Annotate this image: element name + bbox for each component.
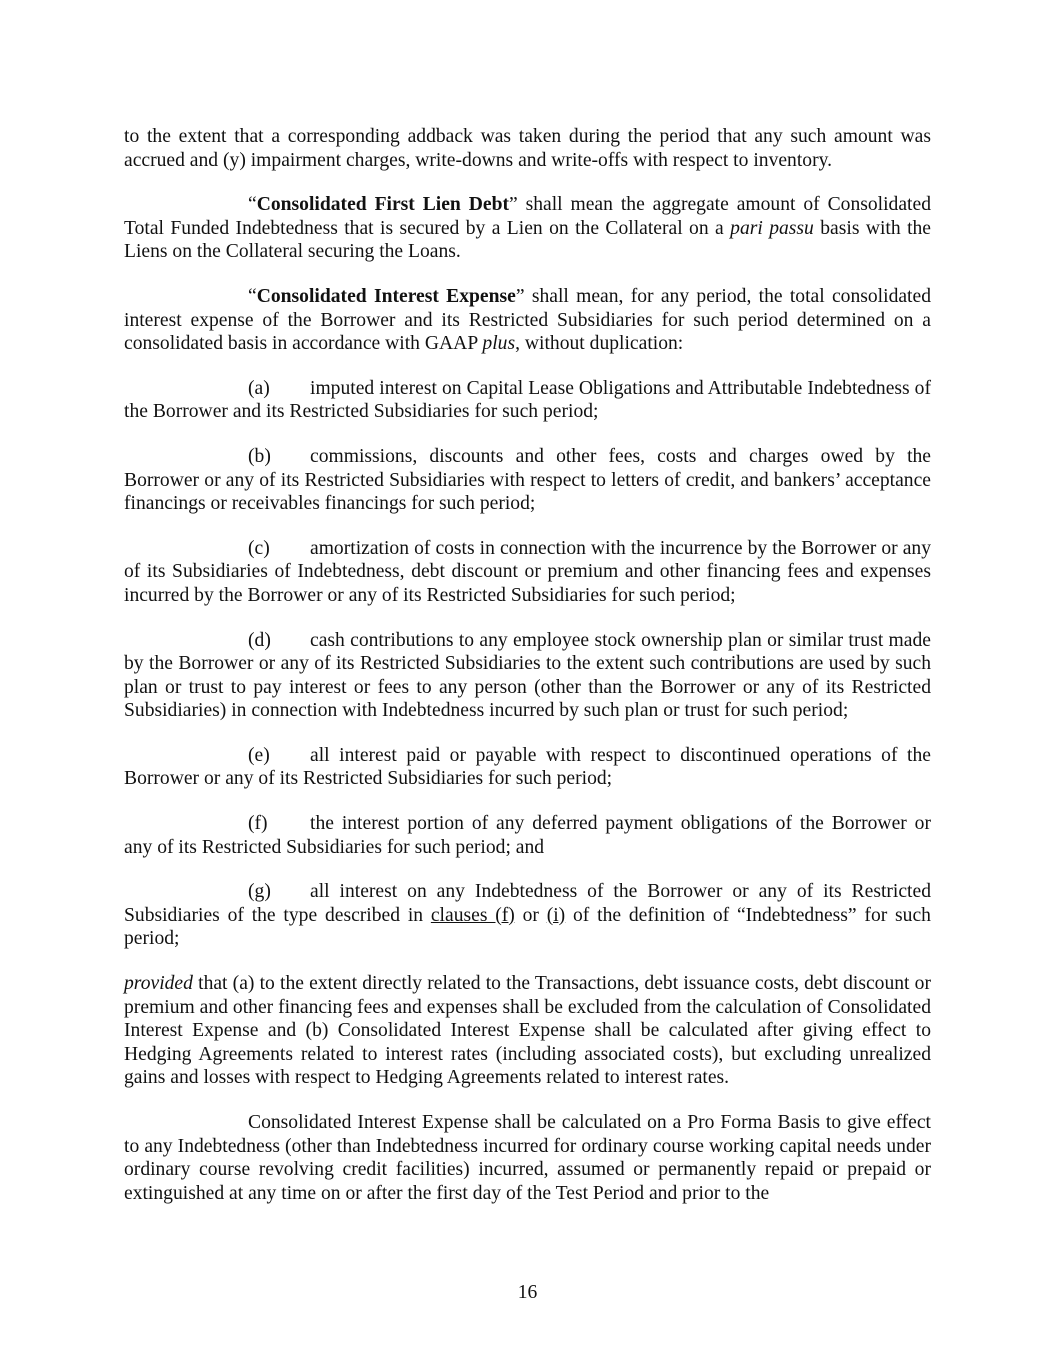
clause-g <box>124 880 931 951</box>
clause-text: all interest on any Indebtedness of the Borrower or any of its Restricted Subsidiaries of the type described in <box>124 881 931 926</box>
clause-d <box>124 629 931 723</box>
definition-text: basis with the Liens on the Collateral securing the Loans. <box>124 217 932 263</box>
clause-text: imputed interest on Capital Lease Obligations and Attributable Indebtedness of the Borrower and its Restricted Subsidiaries for such period; <box>124 377 931 423</box>
clause-c <box>124 537 931 608</box>
definition-text: ” shall mean the aggregate amount of Consolidated Total Funded Indebtedness that is secured by a Lien on the Collateral on a <box>124 194 931 239</box>
definition-consolidated-first-lien-debt <box>124 193 931 264</box>
proviso-text: that (a) to the extent directly related to the Transactions, debt issuance costs, debt discount or premium and other financing fees and expenses shall be excluded from the calculation of Consolidated Interest Expense and (b) Consolidated Interest Expense shall be calculated after giving effect to Hedging Agreements related to interest rates (including associated costs), but excluding unrealized gains and losses with respect to Hedging Agreements related to interest rates. <box>124 973 931 1089</box>
clause-label: (g) <box>248 881 271 903</box>
clause-text: or <box>514 904 547 926</box>
open-quote: “ <box>248 194 257 216</box>
pro-forma-paragraph: Consolidated Interest Expense shall be calculated on a Pro Forma Basis to give effect to any Indebtedness (other than Indebtedness incurred for ordinary course working capital needs under ordinary course revolving credit facilities) incurred, assumed or permanently repaid or prepaid or extinguished at any time on or after the first day of the Test Period and prior to the <box>124 1112 931 1204</box>
defined-term: Consolidated Interest Expense <box>256 285 516 307</box>
document-page <box>124 125 931 1226</box>
proviso-paragraph <box>124 972 931 1090</box>
clause-label: (c) <box>248 537 270 559</box>
clause-label: (e) <box>248 744 270 766</box>
clause-text: cash contributions to any employee stock ownership plan or similar trust made by the Borrower or any of its Restricted Subsidiaries to the extent such contributions are used by such plan or trust to pay interest or fees to any person (other than the Borrower or any of its Restricted Subsidiaries) in connection with Indebtedness incurred by such plan or trust for such period; <box>124 629 931 722</box>
definition-consolidated-interest-expense <box>124 285 931 356</box>
clause-text: the interest portion of any deferred payment obligations of the Borrower or any of its Restricted Subsidiaries for such period; and <box>124 813 931 858</box>
cross-reference: (i) <box>546 904 566 926</box>
definition-text: ” shall mean, for any period, the total consolidated interest expense of the Borrower and its Restricted Subsidiaries for such period determined on a consolidated basis in accordance with GAAP <box>124 285 931 355</box>
italic-term: plus <box>482 333 516 355</box>
clause-text: of the definition of “Indebtedness” for such period; <box>124 904 931 950</box>
clause-text: amortization of costs in connection with the incurrence by the Borrower or any of its Subsidiaries of Indebtedness, debt discount or premium and other financing fees and expenses incurred by the Borrower or any of its Restricted Subsidiaries for such period; <box>124 537 931 606</box>
cross-reference: clauses (f) <box>430 904 515 926</box>
open-quote: “ <box>248 285 257 307</box>
clause-text: all interest paid or payable with respect to discontinued operations of the Borrower or any of its Restricted Subsidiaries for such period; <box>124 744 931 790</box>
clause-b <box>124 445 931 516</box>
clause-f <box>124 812 931 859</box>
definition-text: , without duplication: <box>515 333 684 355</box>
clause-a <box>124 377 931 424</box>
italic-term: pari passu <box>730 217 814 239</box>
clause-label: (b) <box>248 445 271 467</box>
clause-label: (a) <box>248 377 270 399</box>
defined-term: Consolidated First Lien Debt <box>256 194 509 216</box>
italic-term: provided <box>124 973 193 995</box>
page-number: 16 <box>517 1282 538 1303</box>
clause-label: (d) <box>248 629 271 651</box>
intro-paragraph: to the extent that a corresponding addback was taken during the period that any such amount was accrued and (y) impairment charges, write-downs and write-offs with respect to inventory. <box>124 126 931 171</box>
clause-text: commissions, discounts and other fees, costs and charges owed by the Borrower or any of its Restricted Subsidiaries with respect to letters of credit, and bankers’ acceptance financings or receivables financings for such period; <box>124 445 931 515</box>
clause-e <box>124 744 931 791</box>
clause-label: (f) <box>248 813 268 835</box>
